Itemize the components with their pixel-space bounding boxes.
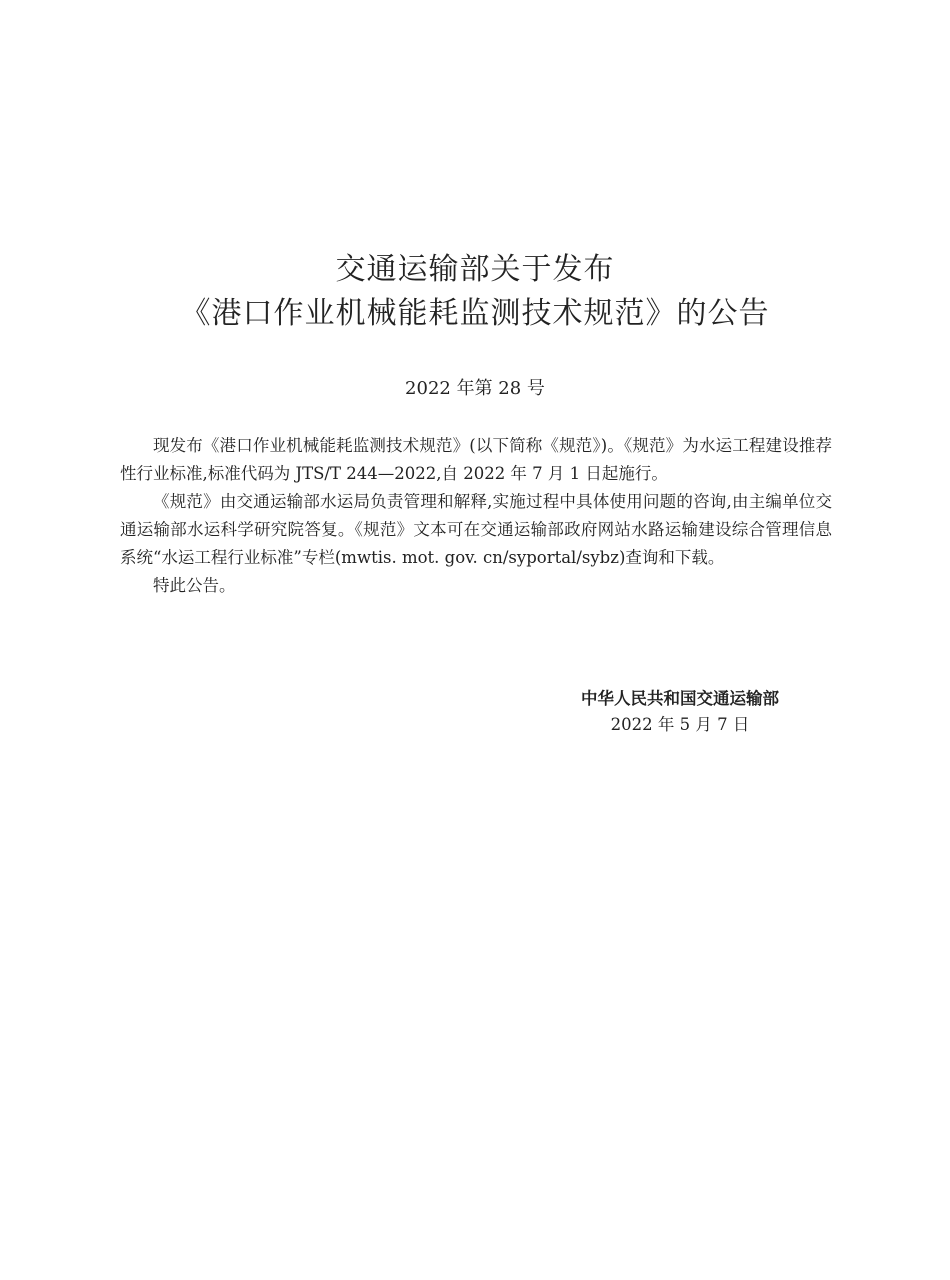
signature-organization: 中华人民共和国交通运输部 [581,689,779,708]
document-title [0,248,950,336]
signature-block [540,686,820,738]
body-text [120,432,832,600]
title-line-2: 《港口作业机械能耗监测技术规范》的公告 [180,296,770,331]
notice-number: 2022 年第 28 号 [405,378,545,399]
paragraph-3: 特此公告。 [153,576,236,595]
title-line-1: 交通运输部关于发布 [335,252,615,287]
paragraph-2: 《规范》由交通运输部水运局负责管理和解释,实施过程中具体使用问题的咨询,由主编单位交通运输部水运科学研究院答复。《规范》文本可在交通运输部政府网站水路运输建设综合管理信息系统“水运工程行业标准”专栏(mwtis. mot. gov. cn/syportal/sybz)查询和下载。 [120,492,832,567]
paragraph-1: 现发布《港口作业机械能耗监测技术规范》(以下简称《规范》)。《规范》为水运工程建设推荐性行业标准,标准代码为 JTS/T 244—2022,自 2022 年 7 月 1 日起施行。 [120,436,832,483]
signature-date: 2022 年 5 月 7 日 [610,715,750,734]
